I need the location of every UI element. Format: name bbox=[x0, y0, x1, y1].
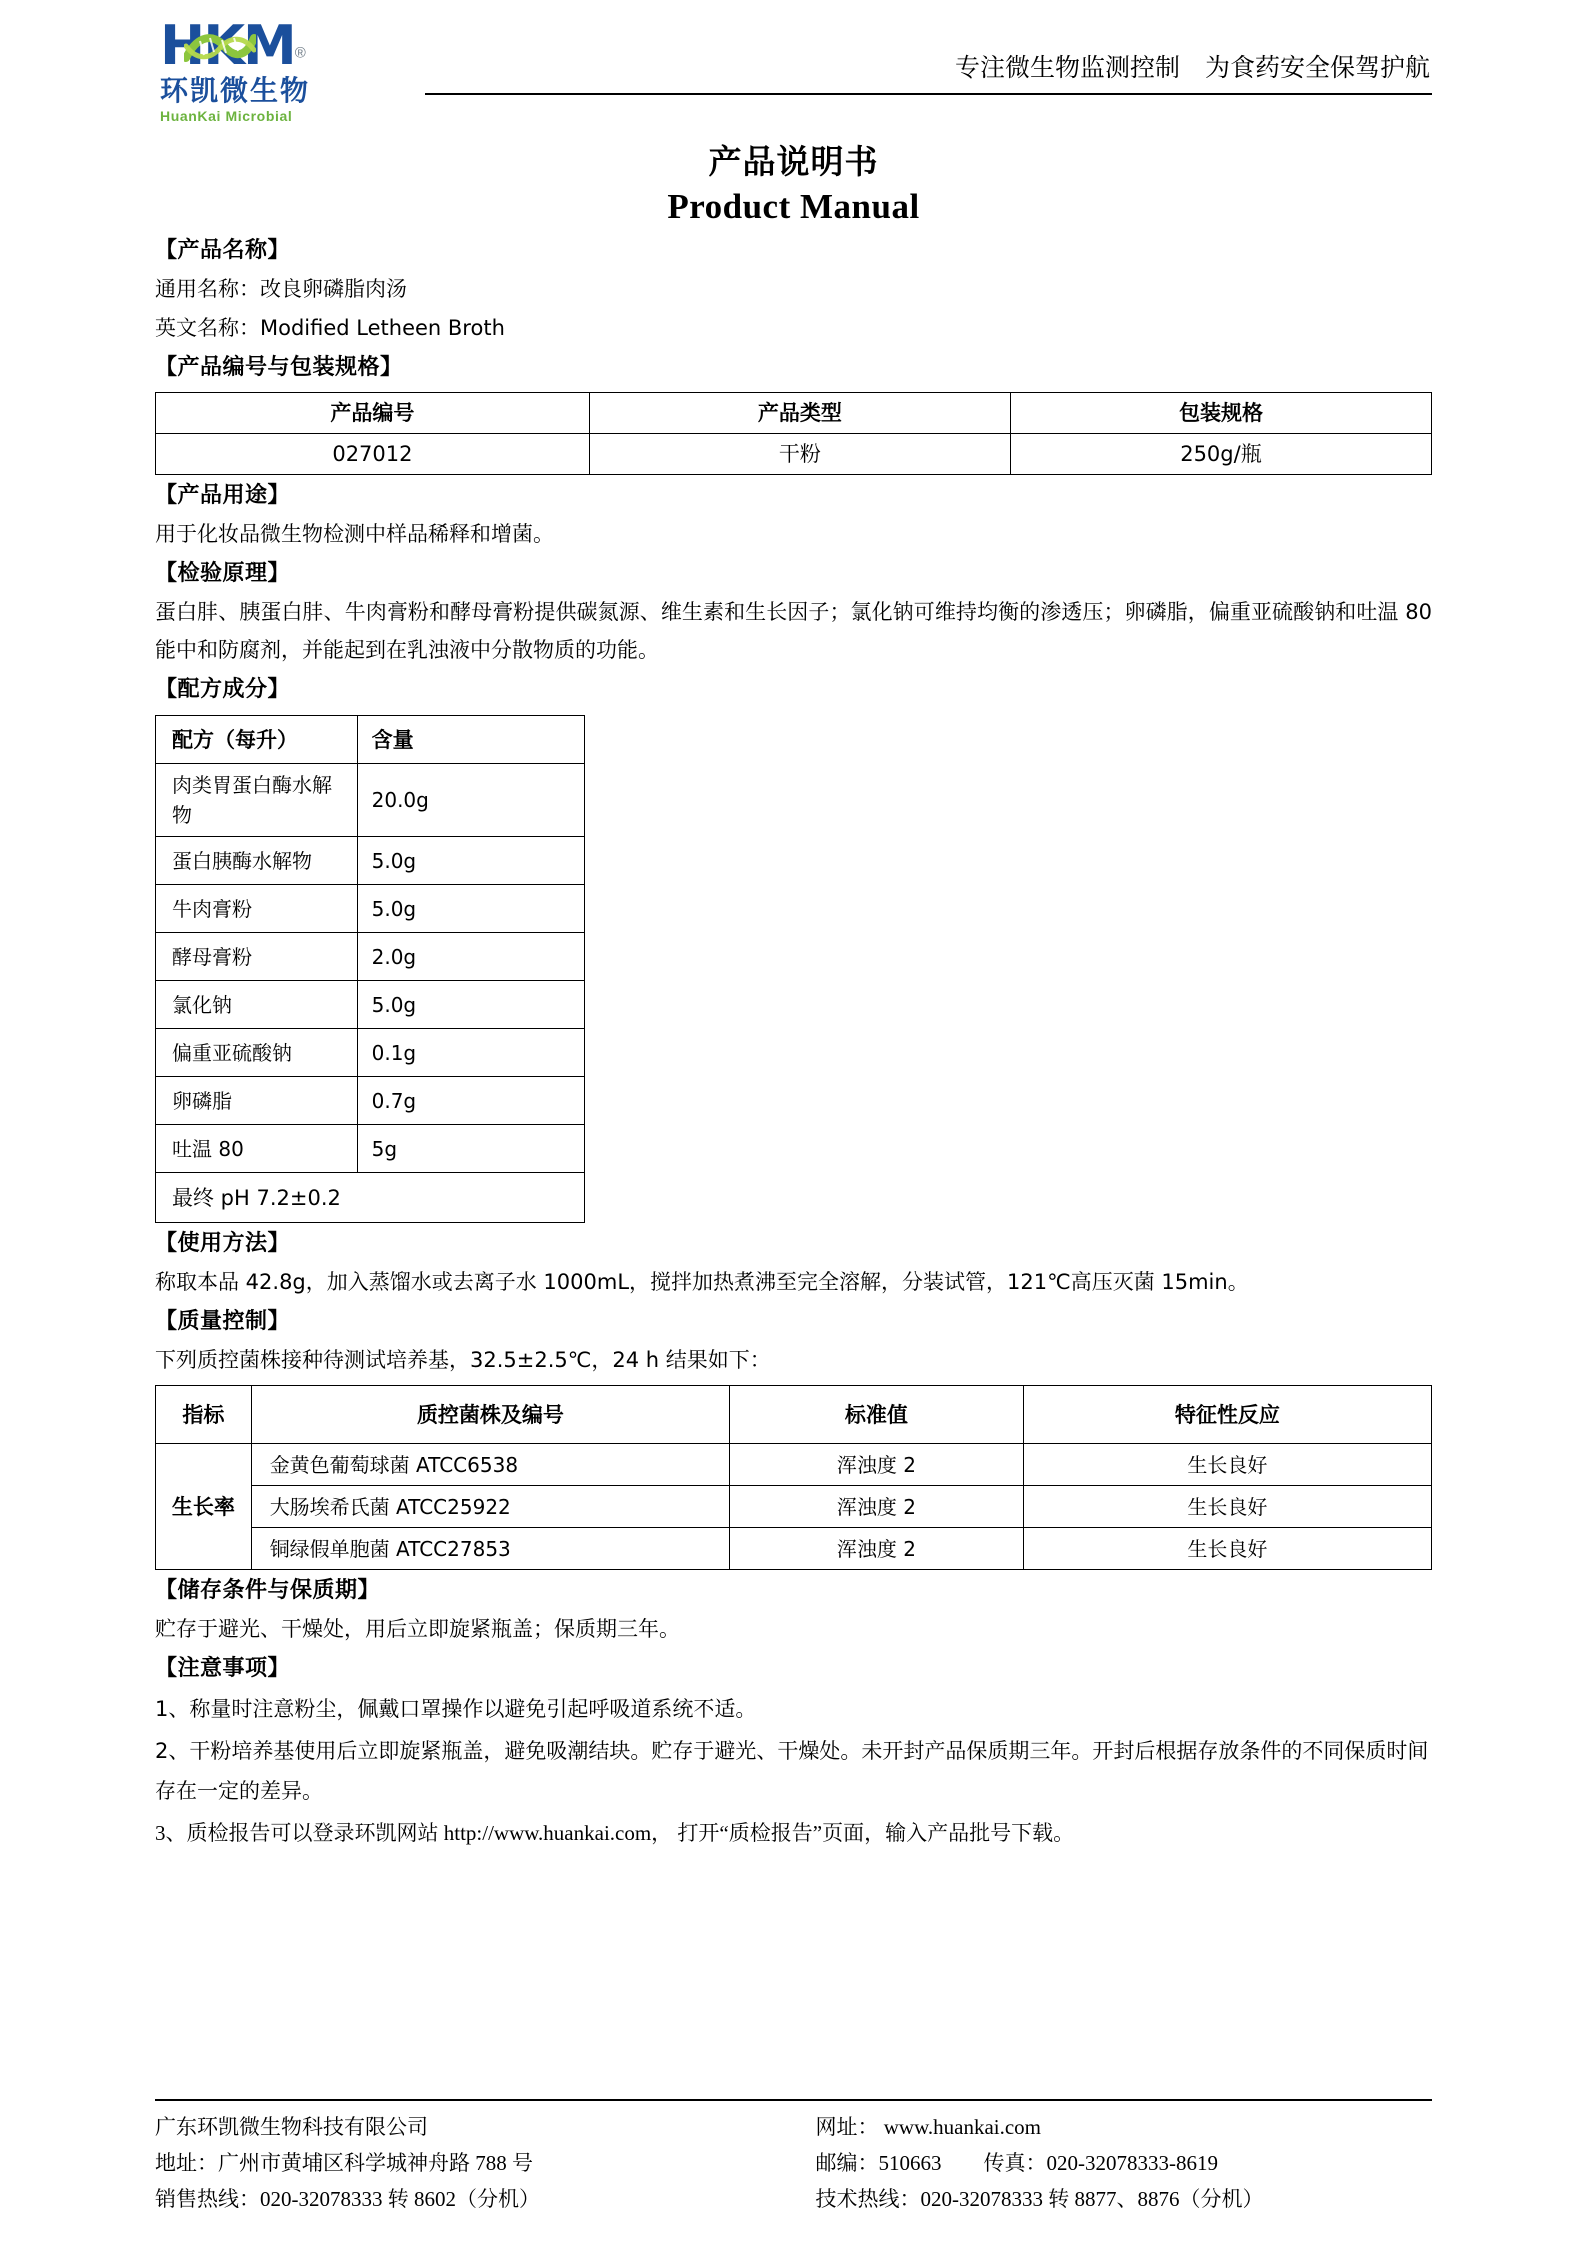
english-name-row bbox=[155, 309, 1432, 347]
quality-control-intro: 下列质控菌株接种待测试培养基，32.5±2.5℃，24 h 结果如下： bbox=[155, 1348, 771, 1372]
english-name-value: Modified Letheen Broth bbox=[260, 316, 505, 340]
cell-product-code: 027012 bbox=[156, 434, 590, 475]
cell-ingredient: 吐温 80 bbox=[156, 1125, 358, 1173]
footer-content bbox=[155, 2109, 1432, 2217]
cell-strain: 大肠埃希氏菌 ATCC25922 bbox=[251, 1486, 730, 1528]
cell-ingredient: 卵磷脂 bbox=[156, 1077, 358, 1125]
cell-standard-value: 浑浊度 2 bbox=[730, 1528, 1023, 1570]
section-heading-notes: 【注意事项】 bbox=[155, 1656, 291, 1681]
company-logo bbox=[155, 14, 425, 125]
footer-left-column bbox=[155, 2109, 794, 2217]
table-row bbox=[156, 1125, 585, 1173]
logo-wordmark: HKM bbox=[160, 14, 295, 77]
section-heading-method: 【使用方法】 bbox=[155, 1231, 291, 1256]
table-row bbox=[156, 1486, 1432, 1528]
product-code-table bbox=[155, 392, 1432, 475]
method-text: 称取本品 42.8g，加入蒸馏水或去离子水 1000mL，搅拌加热煮沸至完全溶解，分装试管，121℃高压灭菌 15min。 bbox=[155, 1270, 1249, 1294]
section-heading-principle: 【检验原理】 bbox=[155, 561, 291, 586]
column-header-index: 指标 bbox=[156, 1386, 252, 1444]
cell-reaction: 生长良好 bbox=[1023, 1486, 1431, 1528]
table-row bbox=[156, 837, 585, 885]
column-header-standard-value: 标准值 bbox=[730, 1386, 1023, 1444]
logo-mark bbox=[160, 14, 410, 77]
footer-company-name: 广东环凯微生物科技有限公司 bbox=[155, 2115, 428, 2139]
logo-company-en: HuanKai Microbial bbox=[160, 108, 293, 124]
table-row bbox=[156, 981, 585, 1029]
table-row bbox=[156, 1077, 585, 1125]
table-row bbox=[156, 933, 585, 981]
footer-postcode-fax: 邮编：510663 传真：020-32078333-8619 bbox=[815, 2151, 1218, 2175]
cell-ingredient: 肉类胃蛋白酶水解物 bbox=[156, 764, 358, 837]
table-header-row bbox=[156, 1386, 1432, 1444]
section-heading-storage: 【储存条件与保质期】 bbox=[155, 1578, 381, 1603]
cell-ingredient: 蛋白胰酶水解物 bbox=[156, 837, 358, 885]
cell-reaction: 生长良好 bbox=[1023, 1444, 1431, 1486]
header-tagline: 专注微生物监测控制 为食药安全保驾护航 bbox=[954, 53, 1430, 82]
quality-control-table bbox=[155, 1385, 1432, 1570]
generic-name-label: 通用名称： bbox=[155, 277, 260, 301]
section-heading-quality-control: 【质量控制】 bbox=[155, 1309, 291, 1334]
table-row-ph bbox=[156, 1173, 585, 1223]
table-row bbox=[156, 1029, 585, 1077]
table-row bbox=[156, 434, 1432, 475]
storage-text: 贮存于避光、干燥处，用后立即旋紧瓶盖；保质期三年。 bbox=[155, 1617, 680, 1641]
section-heading-purpose: 【产品用途】 bbox=[155, 483, 291, 508]
footer-right-column bbox=[794, 2109, 1433, 2217]
column-header-product-type: 产品类型 bbox=[589, 393, 1010, 434]
note-item: 1、称量时注意粉尘，佩戴口罩操作以避免引起呼吸道系统不适。 bbox=[155, 1697, 757, 1721]
page-title bbox=[155, 140, 1432, 230]
cell-strain: 金黄色葡萄球菌 ATCC6538 bbox=[251, 1444, 730, 1486]
section-heading-product-name: 【产品名称】 bbox=[155, 238, 291, 263]
cell-strain: 铜绿假单胞菌 ATCC27853 bbox=[251, 1528, 730, 1570]
cell-amount: 5g bbox=[357, 1125, 584, 1173]
header-divider bbox=[425, 93, 1432, 95]
column-header-product-code: 产品编号 bbox=[156, 393, 590, 434]
page-footer bbox=[155, 2099, 1432, 2217]
note-item: 3、质检报告可以登录环凯网站 http://www.huankai.com， 打开“质检报告”页面，输入产品批号下载。 bbox=[155, 1821, 1075, 1845]
table-row bbox=[156, 885, 585, 933]
cell-ingredient: 酵母膏粉 bbox=[156, 933, 358, 981]
cell-growth-rate-label: 生长率 bbox=[156, 1444, 252, 1570]
cell-final-ph: 最终 pH 7.2±0.2 bbox=[156, 1173, 585, 1223]
footer-divider bbox=[155, 2099, 1432, 2101]
principle-text: 蛋白肨、胰蛋白肨、牛肉膏粉和酵母膏粉提供碳氮源、维生素和生长因子；氯化钠可维持均衡的渗透压；卵磷脂，偏重亚硫酸钠和吐温 80 能中和防腐剂，并能起到在乳浊液中分散物质的功能。 bbox=[155, 600, 1432, 662]
purpose-text: 用于化妆品微生物检测中样品稀释和增菌。 bbox=[155, 522, 554, 546]
table-header-row bbox=[156, 716, 585, 764]
cell-amount: 5.0g bbox=[357, 837, 584, 885]
table-header-row bbox=[156, 393, 1432, 434]
cell-amount: 5.0g bbox=[357, 885, 584, 933]
cell-package-spec: 250g/瓶 bbox=[1010, 434, 1431, 475]
generic-name-value: 改良卵磷脂肉汤 bbox=[260, 277, 407, 301]
footer-sales-hotline: 销售热线：020-32078333 转 8602（分机） bbox=[155, 2187, 540, 2211]
cell-ingredient: 偏重亚硫酸钠 bbox=[156, 1029, 358, 1077]
formula-table bbox=[155, 715, 585, 1223]
logo-company-cn: 环凯微生物 bbox=[160, 74, 311, 107]
cell-ingredient: 氯化钠 bbox=[156, 981, 358, 1029]
column-header-characteristic-reaction: 特征性反应 bbox=[1023, 1386, 1431, 1444]
cell-amount: 0.7g bbox=[357, 1077, 584, 1125]
cell-reaction: 生长良好 bbox=[1023, 1528, 1431, 1570]
page-title-en: Product Manual bbox=[667, 187, 920, 226]
cell-amount: 0.1g bbox=[357, 1029, 584, 1077]
column-header-strain: 质控菌株及编号 bbox=[251, 1386, 730, 1444]
note-item: 2、干粉培养基使用后立即旋紧瓶盖，避免吸潮结块。贮存于避光、干燥处。未开封产品保质期三年。开封后根据存放条件的不同保质时间存在一定的差异。 bbox=[155, 1739, 1429, 1803]
table-row bbox=[156, 1444, 1432, 1486]
cell-amount: 5.0g bbox=[357, 981, 584, 1029]
footer-tech-hotline: 技术热线：020-32078333 转 8877、8876（分机） bbox=[815, 2187, 1264, 2211]
page-title-cn: 产品说明书 bbox=[708, 142, 879, 181]
cell-product-type: 干粉 bbox=[589, 434, 1010, 475]
dna-helix-icon bbox=[184, 30, 256, 64]
section-heading-formula: 【配方成分】 bbox=[155, 677, 291, 702]
cell-amount: 2.0g bbox=[357, 933, 584, 981]
cell-amount: 20.0g bbox=[357, 764, 584, 837]
table-row bbox=[156, 764, 585, 837]
column-header-formula: 配方（每升） bbox=[156, 716, 358, 764]
generic-name-row bbox=[155, 270, 1432, 308]
table-row bbox=[156, 1528, 1432, 1570]
footer-address: 地址：广州市黄埔区科学城神舟路 788 号 bbox=[155, 2151, 533, 2175]
page-header bbox=[155, 0, 1432, 124]
column-header-package-spec: 包装规格 bbox=[1010, 393, 1431, 434]
cell-standard-value: 浑浊度 2 bbox=[730, 1444, 1023, 1486]
section-heading-code-spec: 【产品编号与包装规格】 bbox=[155, 355, 403, 380]
english-name-label: 英文名称： bbox=[155, 316, 260, 340]
column-header-content: 含量 bbox=[357, 716, 584, 764]
cell-standard-value: 浑浊度 2 bbox=[730, 1486, 1023, 1528]
footer-website: 网址： www.huankai.com bbox=[815, 2115, 1042, 2139]
registered-trademark-icon: ® bbox=[294, 44, 306, 62]
cell-ingredient: 牛肉膏粉 bbox=[156, 885, 358, 933]
header-right bbox=[425, 18, 1432, 95]
